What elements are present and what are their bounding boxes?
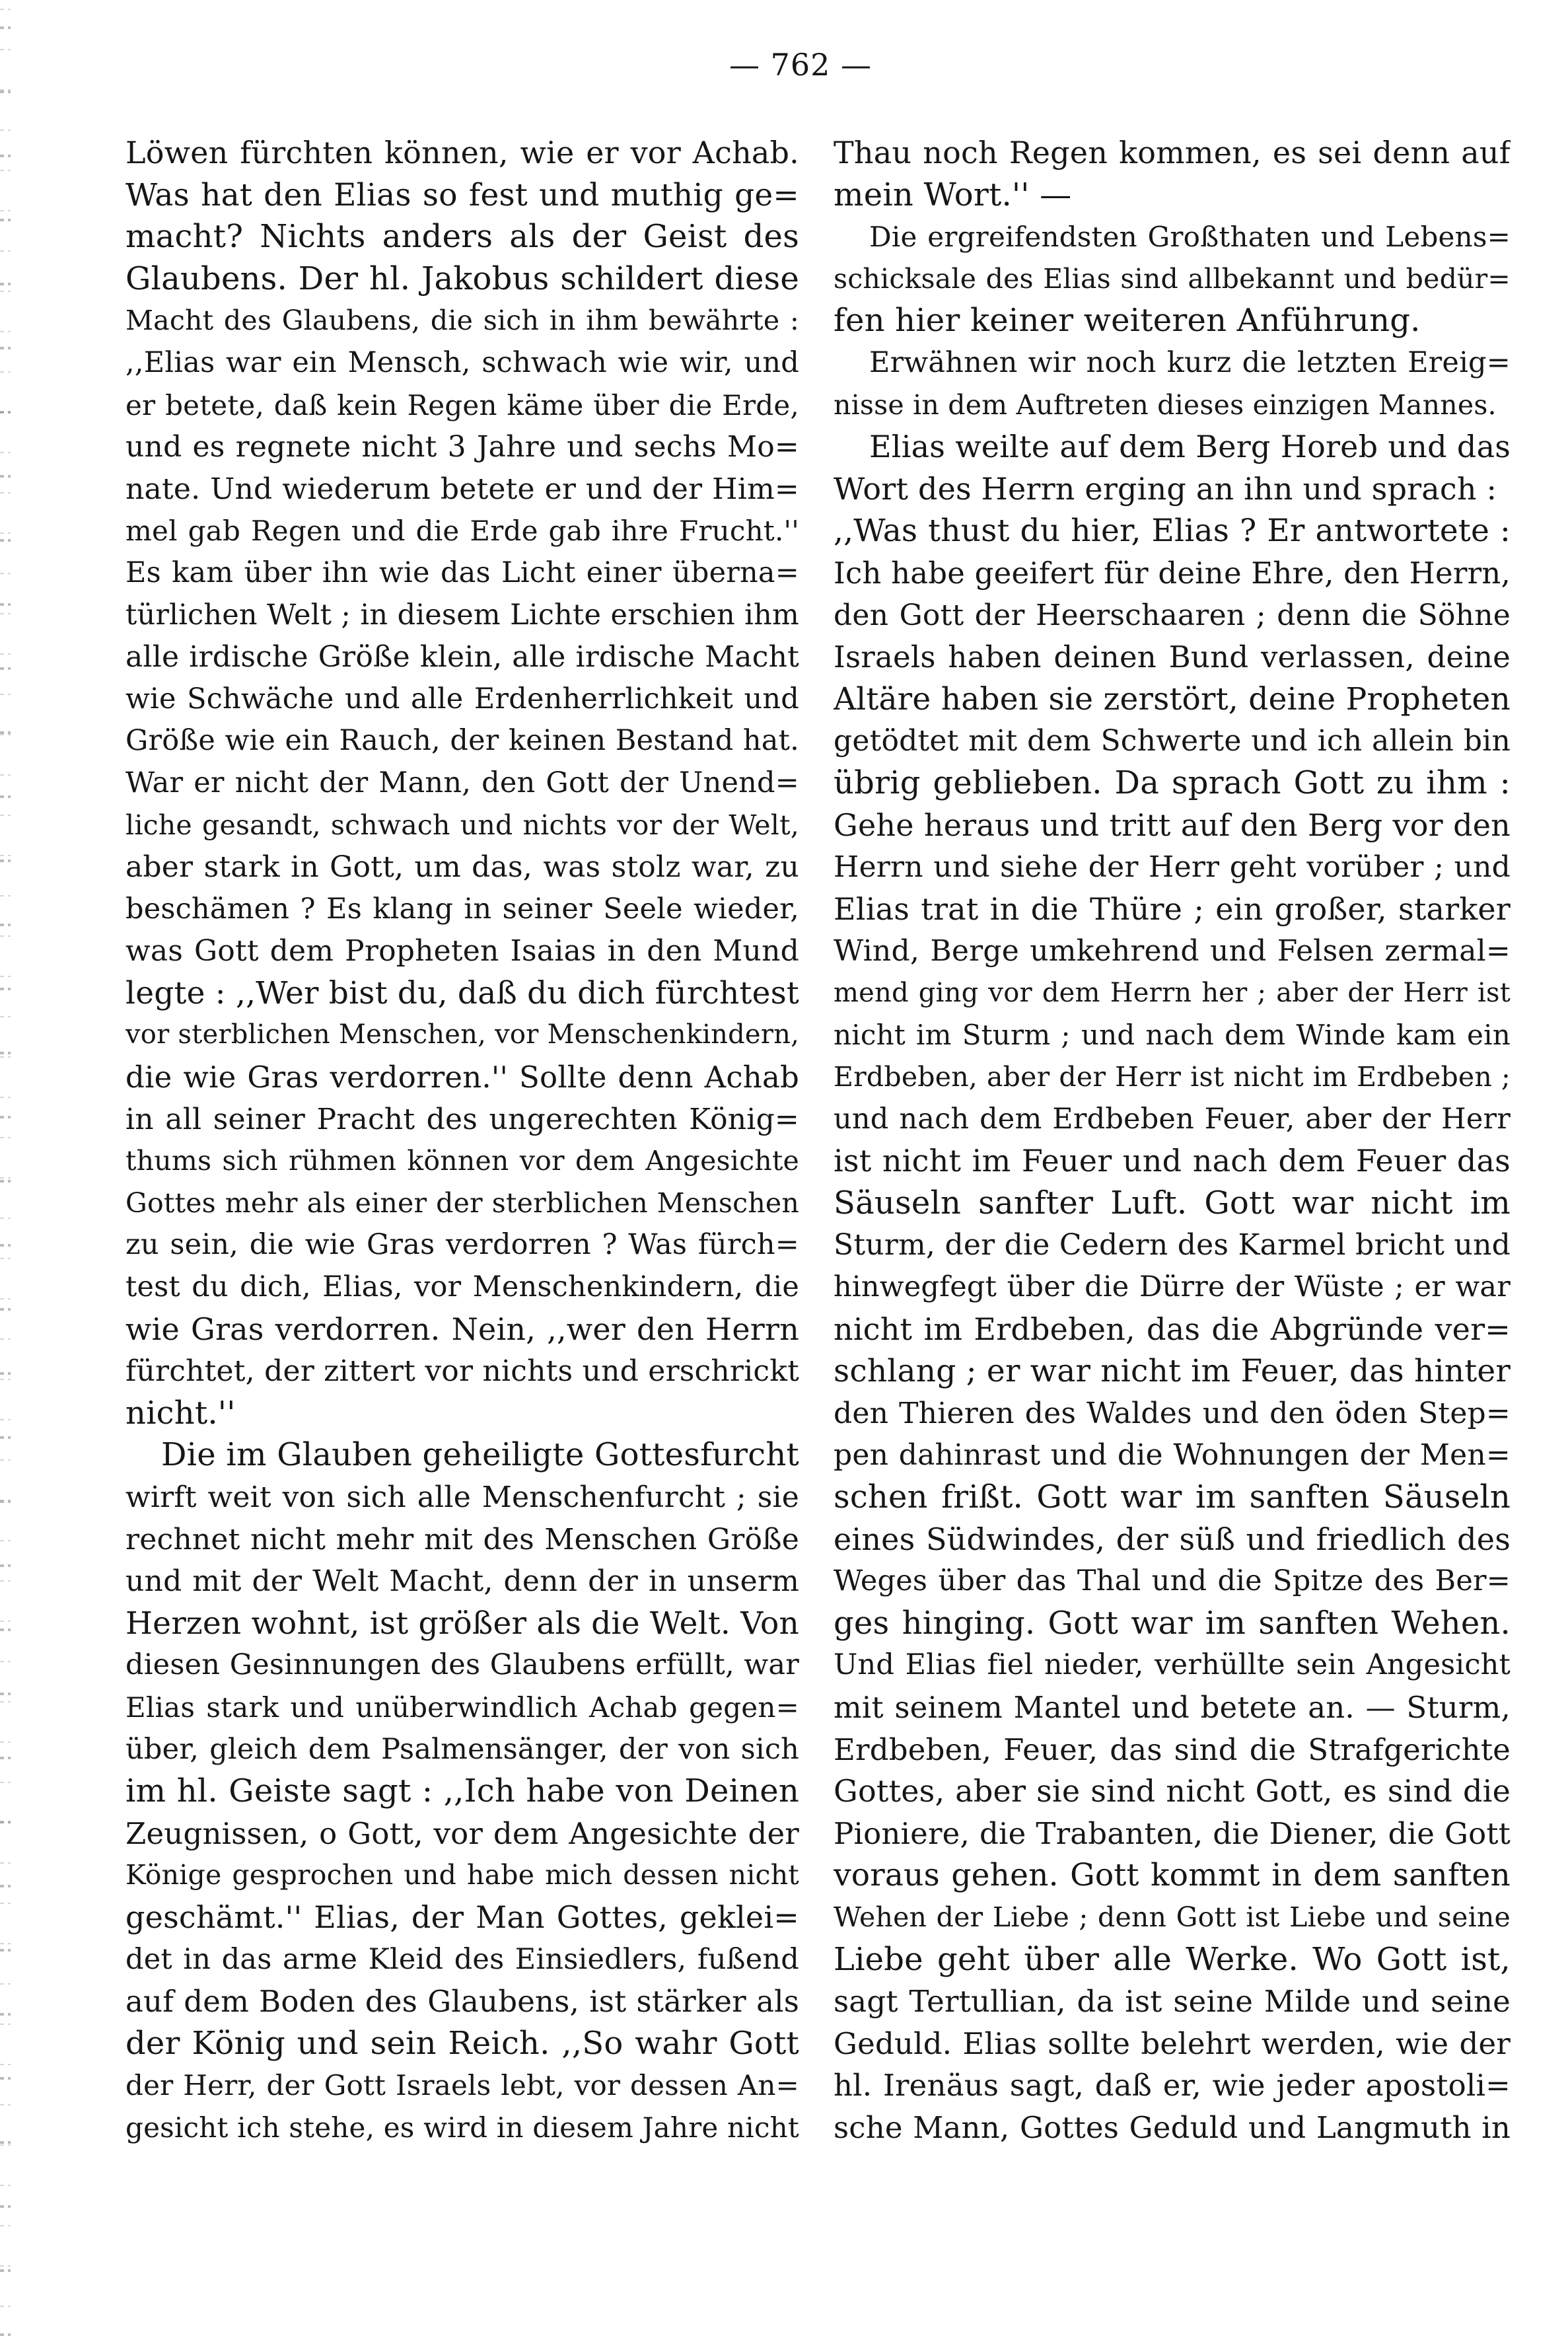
text-line: Wort des Herrn erging an ihn und sprach : <box>834 470 1497 507</box>
text-line: er betete, daß kein Regen käme über die Erde, <box>125 388 799 421</box>
text-line: Wehen der Liebe ; denn Gott ist Liebe und seine <box>834 1901 1511 1933</box>
text-line: nisse in dem Auftreten dieses einzigen Mannes. <box>834 388 1497 421</box>
text-line: Glaubens. Der hl. Jakobus schildert diese <box>125 260 799 297</box>
text-line: voraus gehen. Gott kommt in dem sanften <box>834 1857 1511 1894</box>
text-line: übrig geblieben. Da sprach Gott zu ihm : <box>834 764 1511 801</box>
text-line: Thau noch Regen kommen, es sei denn auf <box>834 135 1511 170</box>
text-line: getödtet mit dem Schwerte und ich allein bin <box>834 724 1511 758</box>
text-line: Es kam über ihn wie das Licht einer überna= <box>125 556 799 589</box>
text-line: fürchtet, der zittert vor nichts und erschrickt <box>125 1354 799 1389</box>
text-line: der König und sein Reich. ,,So wahr Gott <box>125 2024 799 2062</box>
text-line: mel gab Regen und die Erde gab ihre Frucht.'' <box>125 515 799 548</box>
text-line: Israels haben deinen Bund verlassen, deine <box>834 639 1511 675</box>
text-line: Erwähnen wir noch kurz die letzten Ereig= <box>869 346 1511 379</box>
text-line: sagt Tertullian, da ist seine Milde und seine <box>834 1984 1511 2020</box>
text-line: Gottes mehr als einer der sterblichen Menschen <box>125 1187 799 1219</box>
text-line: Erdbeben, Feuer, das sind die Strafgerichte <box>834 1732 1511 1767</box>
text-line: nicht im Sturm ; und nach dem Winde kam ein <box>834 1019 1511 1052</box>
text-line: nate. Und wiederum betete er und der Him= <box>125 472 799 506</box>
text-line: pen dahinrast und die Wohnungen der Men= <box>834 1438 1511 1473</box>
text-line: Elias weilte auf dem Berg Horeb und das <box>869 429 1511 465</box>
text-line: vor sterblichen Menschen, vor Menschenkindern, <box>125 1019 799 1050</box>
text-line: Könige gesprochen und habe mich dessen nicht <box>125 1859 799 1891</box>
text-line: zu sein, die wie Gras verdorren ? Was fürch= <box>125 1228 799 1262</box>
text-line: hl. Irenäus sagt, daß er, wie jeder apostoli= <box>834 2068 1511 2103</box>
text-line: thums sich rühmen können vor dem Angesichte <box>125 1145 799 1177</box>
text-line: Elias trat in die Thüre ; ein großer, starker <box>834 891 1511 927</box>
text-line: die wie Gras verdorren.'' Sollte denn Achab <box>125 1060 799 1095</box>
text-line: Größe wie ein Rauch, der keinen Bestand hat. <box>125 724 799 758</box>
left-text-column <box>125 132 799 2149</box>
text-line: nicht im Erdbeben, das die Abgründe ver= <box>834 1311 1511 1347</box>
text-line: schicksale des Elias sind allbekannt und bedür= <box>834 262 1511 295</box>
text-line: Geduld. Elias sollte belehrt werden, wie der <box>834 2026 1511 2061</box>
text-line: ,,Elias war ein Mensch, schwach wie wir, und <box>125 346 799 379</box>
text-line: mit seinem Mantel und betete an. — Sturm, <box>834 1689 1511 1725</box>
text-line: eines Südwindes, der süß und friedlich des <box>834 1521 1511 1557</box>
text-line: Zeugnissen, o Gott, vor dem Angesichte der <box>125 1815 799 1851</box>
text-line: legte : ,,Wer bist du, daß du dich fürchtest <box>125 974 799 1011</box>
text-line: beschämen ? Es klang in seiner Seele wieder, <box>125 892 799 926</box>
text-line: Altäre haben sie zerstört, deine Propheten <box>834 680 1511 717</box>
text-line: gesicht ich stehe, es wird in diesem Jahre nicht <box>125 2111 799 2144</box>
text-line: Die ergreifendsten Großthaten und Lebens= <box>869 221 1511 254</box>
text-line: wie Schwäche und alle Erdenherrlichkeit und <box>125 682 799 715</box>
text-line: den Thieren des Waldes und den öden Step= <box>834 1396 1511 1430</box>
text-line: ges hinging. Gott war im sanften Wehen. <box>834 1604 1511 1642</box>
text-line: Säuseln sanfter Luft. Gott war nicht im <box>834 1184 1511 1222</box>
text-line: den Gott der Heerschaaren ; denn die Söhne <box>834 598 1511 632</box>
text-line: und es regnete nicht 3 Jahre und sechs Mo= <box>125 430 799 464</box>
text-line: War er nicht der Mann, den Gott der Unend= <box>125 766 799 799</box>
text-line: Die im Glauben geheiligte Gottesfurcht <box>161 1436 799 1474</box>
text-line: in all seiner Pracht des ungerechten König= <box>125 1102 799 1136</box>
text-line: Erdbeben, aber der Herr ist nicht im Erdbeben ; <box>834 1061 1511 1093</box>
text-line: Gehe heraus und tritt auf den Berg vor den <box>834 807 1511 843</box>
text-line: wie Gras verdorren. Nein, ,,wer den Herrn <box>125 1311 799 1347</box>
text-line: schen frißt. Gott war im sanften Säuseln <box>834 1479 1511 1516</box>
text-line: alle irdische Größe klein, alle irdische Macht <box>125 640 799 675</box>
text-line: Macht des Glaubens, die sich in ihm bewährte : <box>125 305 799 337</box>
text-line: türlichen Welt ; in diesem Lichte erschien ihm <box>125 598 799 632</box>
page-number: — 762 — <box>729 47 873 83</box>
text-line: Liebe geht über alle Werke. Wo Gott ist, <box>834 1940 1511 1978</box>
scan-edge-artifacts <box>0 0 26 2338</box>
text-line: macht? Nichts anders als der Geist des <box>125 218 799 256</box>
text-line: der Herr, der Gott Israels lebt, vor dessen An= <box>125 2069 799 2102</box>
text-line: Und Elias fiel nieder, verhüllte sein Angesicht <box>834 1648 1511 1682</box>
text-line: Sturm, der die Cedern des Karmel bricht und <box>834 1228 1511 1262</box>
text-line: und mit der Welt Macht, denn der in unserm <box>125 1564 799 1599</box>
text-line: Gottes, aber sie sind nicht Gott, es sind die <box>834 1773 1511 1809</box>
text-line: Herrn und siehe der Herr geht vorüber ; und <box>834 850 1511 885</box>
text-line: im hl. Geiste sagt : ,,Ich habe von Deinen <box>125 1772 799 1810</box>
text-line: wirft weit von sich alle Menschenfurcht ; sie <box>125 1480 799 1514</box>
text-line: ist nicht im Feuer und nach dem Feuer das <box>834 1143 1511 1179</box>
text-line: über, gleich dem Psalmensänger, der von sich <box>125 1732 799 1766</box>
text-line: diesen Gesinnungen des Glaubens erfüllt, war <box>125 1648 799 1682</box>
text-line: mend ging vor dem Herrn her ; aber der Herr ist <box>834 977 1511 1008</box>
text-line: fen hier keiner weiteren Anführung. <box>834 302 1421 340</box>
text-line: hinwegfegt über die Dürre der Wüste ; er war <box>834 1270 1511 1304</box>
text-line: was Gott dem Propheten Isaias in den Mund <box>125 934 799 968</box>
text-line: Weges über das Thal und die Spitze des Ber= <box>834 1564 1511 1598</box>
text-line: liche gesandt, schwach und nichts vor der Welt, <box>125 809 799 841</box>
text-line: Wind, Berge umkehrend und Felsen zermal= <box>834 934 1511 968</box>
text-line: Herzen wohnt, ist größer als die Welt. Von <box>125 1605 799 1642</box>
right-text-column <box>834 132 1511 2149</box>
text-line: sche Mann, Gottes Geduld und Langmuth in <box>834 2109 1511 2145</box>
text-line: det in das arme Kleid des Einsiedlers, fußend <box>125 1942 799 1976</box>
text-line: rechnet nicht mehr mit des Menschen Größe <box>125 1522 799 1556</box>
text-line: Ich habe geeifert für deine Ehre, den Herrn, <box>834 555 1511 591</box>
text-line: Löwen fürchten können, wie er vor Achab. <box>125 135 799 170</box>
text-line: geschämt.'' Elias, der Man Gottes, geklei= <box>125 1899 799 1935</box>
text-line: auf dem Boden des Glaubens, ist stärker als <box>125 1984 799 2020</box>
text-line: schlang ; er war nicht im Feuer, das hinter <box>834 1353 1511 1390</box>
text-line: Was hat den Elias so fest und muthig ge= <box>125 176 799 213</box>
text-line: ,,Was thust du hier, Elias ? Er antwortete : <box>834 513 1511 550</box>
text-line: Elias stark und unüberwindlich Achab gegen= <box>125 1691 799 1724</box>
text-line: Pioniere, die Trabanten, die Diener, die Gott <box>834 1815 1511 1851</box>
text-line: mein Wort.'' — <box>834 176 1072 213</box>
text-line: und nach dem Erdbeben Feuer, aber der Herr <box>834 1102 1511 1136</box>
text-line: test du dich, Elias, vor Menschenkindern, die <box>125 1270 799 1304</box>
text-line: nicht.'' <box>125 1394 236 1432</box>
text-line: aber stark in Gott, um das, was stolz war, zu <box>125 850 799 885</box>
